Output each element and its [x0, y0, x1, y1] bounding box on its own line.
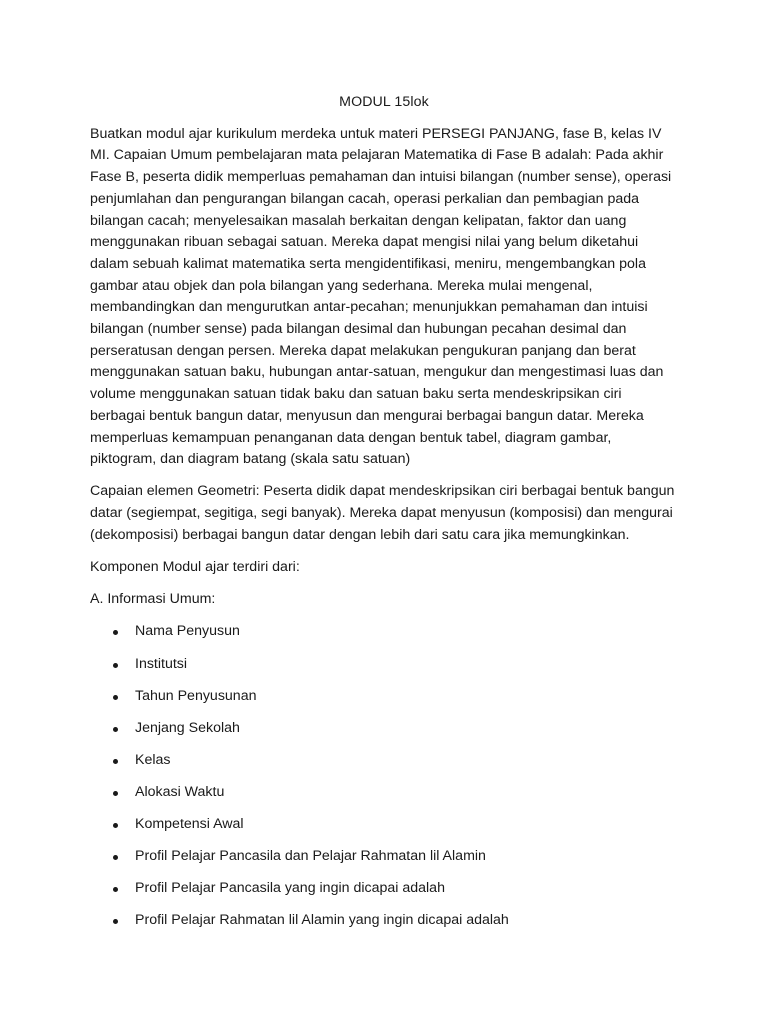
bullet-icon	[113, 919, 118, 924]
list-item	[90, 621, 678, 653]
bullet-icon	[113, 823, 118, 828]
list-item-label: Profil Pelajar Pancasila yang ingin dicapai adalah	[135, 880, 445, 897]
list-item-label: Profil Pelajar Pancasila dan Pelajar Rahmatan lil Alamin	[135, 848, 486, 865]
paragraph-intro: Buatkan modul ajar kurikulum merdeka untuk materi PERSEGI PANJANG, fase B, kelas IV MI. Capaian Umum pembelajaran mata pelajaran Matematika di Fase B adalah: Pada akhir Fase B, peserta didik memperluas pemahaman dan intuisi bilangan (number sense), operasi penjumlahan dan pengurangan bilangan cacah, operasi perkalian dan pembagian pada bilangan cacah; menyelesaikan masalah berkaitan dengan kelipatan, faktor dan uang menggunakan ribuan sebagai satuan. Mereka dapat mengisi nilai yang belum diketahui dalam sebuah kalimat matematika serta mengidentifikasi, meniru, mengembangkan pola gambar atau objek dan pola bilangan yang sederhana. Mereka mulai mengenal, membandingkan dan mengurutkan antar-pecahan; menunjukkan pemahaman dan intuisi bilangan (number sense) pada bilangan desimal dan hubungan pecahan desimal dan perseratusan dengan persen. Mereka dapat melakukan pengukuran panjang dan berat menggunakan satuan baku, hubungan antar-satuan, mengukur dan mengestimasi luas dan volume menggunakan satuan tidak baku dan satuan baku serta mendeskripsikan ciri berbagai bentuk bangun datar, menyusun dan mengurai berbagai bangun datar. Mereka memperluas kemampuan penanganan data dengan bentuk tabel, diagram gambar, piktogram, dan diagram batang (skala satu satuan)	[90, 125, 672, 468]
list-item-label: Jenjang Sekolah	[135, 719, 240, 736]
section-heading-informasi-umum: A. Informasi Umum:	[90, 591, 216, 608]
list-item	[90, 782, 678, 814]
list-item	[90, 686, 678, 718]
bullet-list	[90, 621, 678, 942]
list-item	[90, 718, 678, 750]
bullet-icon	[113, 630, 118, 635]
bullet-icon	[113, 759, 118, 764]
document-body	[90, 92, 678, 942]
bullet-icon	[113, 663, 118, 668]
list-item-label: Kelas	[135, 751, 171, 768]
list-item	[90, 846, 678, 878]
list-item	[90, 654, 678, 686]
bullet-icon	[113, 791, 118, 796]
list-item	[90, 750, 678, 782]
document-title: MODUL 15lok	[339, 94, 429, 110]
bullet-icon	[113, 887, 118, 892]
paragraph-geometry: Capaian elemen Geometri: Peserta didik dapat mendeskripsikan ciri berbagai bentuk bangun datar (segiempat, segitiga, segi banyak). Mereka dapat menyusun (komposisi) dan mengurai (dekomposisi) berbagai bangun datar dengan lebih dari satu cara jika memungkinkan.	[90, 483, 675, 543]
list-item-label: Alokasi Waktu	[135, 783, 225, 800]
list-item-label: Nama Penyusun	[135, 623, 240, 640]
list-item-label: Institutsi	[135, 655, 188, 672]
list-item	[90, 814, 678, 846]
list-item-label: Kompetensi Awal	[135, 816, 244, 833]
list-item	[90, 910, 678, 942]
list-item-label: Tahun Penyusunan	[135, 687, 257, 704]
bullet-icon	[113, 855, 118, 860]
list-item	[90, 878, 678, 910]
bullet-icon	[113, 727, 118, 732]
list-item-label: Profil Pelajar Rahmatan lil Alamin yang ingin dicapai adalah	[135, 912, 509, 929]
bullet-icon	[113, 695, 118, 700]
paragraph-components: Komponen Modul ajar terdiri dari:	[90, 559, 300, 576]
